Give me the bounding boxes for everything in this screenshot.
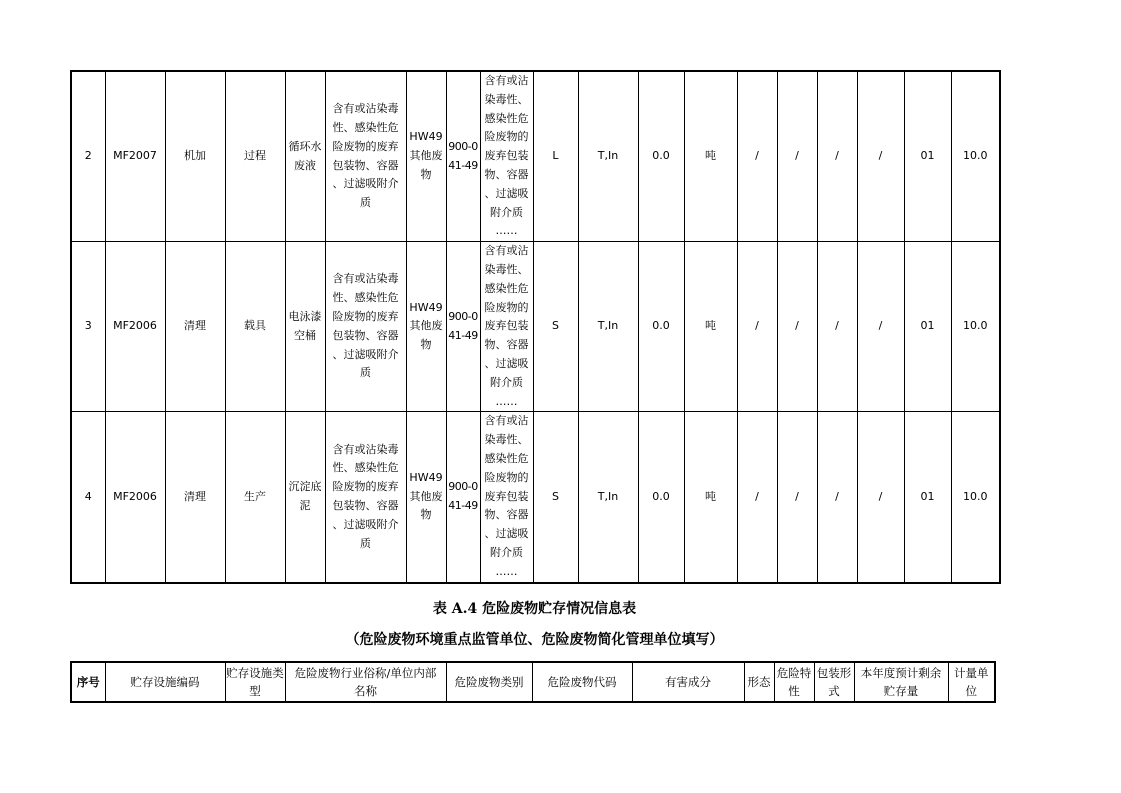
cell-dept: 机加	[165, 71, 225, 242]
header-form: 形态	[744, 662, 774, 702]
cell-unit: 吨	[684, 242, 737, 412]
cell-dept: 清理	[165, 412, 225, 583]
cell-amount: 0.0	[638, 71, 684, 242]
cell-method: 01	[904, 242, 951, 412]
cell-slash-2: /	[777, 412, 817, 583]
cell-slash-4: /	[857, 242, 904, 412]
cell-amount: 0.0	[638, 412, 684, 583]
header-harmful-components: 有害成分	[632, 662, 744, 702]
cell-waste-code: 900-0 41-49	[446, 412, 480, 583]
cell-slash-3: /	[817, 412, 857, 583]
cell-harmful: 含有或沾 染毒性、 感染性危 险废物的 废弃包装 物、容器 、过滤吸 附介质 ……	[480, 412, 533, 583]
cell-form: S	[533, 242, 578, 412]
table-row	[71, 412, 1000, 583]
cell-form: L	[533, 71, 578, 242]
cell-value: 10.0	[951, 71, 1000, 242]
cell-waste-code: 900-0 41-49	[446, 71, 480, 242]
cell-description: 含有或沾染毒 性、感染性危 险废物的废弃 包装物、容器 、过滤吸附介 质	[325, 412, 406, 583]
cell-dept: 清理	[165, 242, 225, 412]
cell-harmful: 含有或沾 染毒性、 感染性危 险废物的 废弃包装 物、容器 、过滤吸 附介质 ……	[480, 242, 533, 412]
cell-slash-1: /	[737, 412, 777, 583]
cell-category: HW49 其他废 物	[406, 242, 446, 412]
cell-slash-4: /	[857, 412, 904, 583]
cell-slash-1: /	[737, 242, 777, 412]
table-a4-title: 表 A.4 危险废物贮存情况信息表	[432, 601, 637, 617]
cell-method: 01	[904, 412, 951, 583]
table-a4-header-row	[71, 662, 995, 702]
cell-unit: 吨	[684, 412, 737, 583]
cell-stage: 生产	[225, 412, 285, 583]
cell-waste-name: 电泳漆 空桶	[285, 242, 325, 412]
cell-code: MF2006	[105, 412, 165, 583]
table-row	[71, 242, 1000, 412]
header-waste-category: 危险废物类别	[446, 662, 532, 702]
cell-method: 01	[904, 71, 951, 242]
header-facility-code: 贮存设施编码	[105, 662, 225, 702]
header-waste-name: 危险废物行业俗称/单位内部 名称	[285, 662, 446, 702]
cell-slash-3: /	[817, 242, 857, 412]
cell-stage: 载具	[225, 242, 285, 412]
cell-value: 10.0	[951, 242, 1000, 412]
cell-seq: 4	[71, 412, 105, 583]
header-facility-type: 贮存设施类 型	[225, 662, 285, 702]
header-waste-code: 危险废物代码	[532, 662, 632, 702]
cell-description: 含有或沾染毒 性、感染性危 险废物的废弃 包装物、容器 、过滤吸附介 质	[325, 71, 406, 242]
cell-seq: 2	[71, 71, 105, 242]
cell-code: MF2007	[105, 71, 165, 242]
cell-stage: 过程	[225, 71, 285, 242]
header-hazard: 危险特 性	[774, 662, 814, 702]
table-a4-subtitle: （危险废物环境重点监管单位、危险废物简化管理单位填写）	[345, 632, 724, 648]
header-seq: 序号	[71, 662, 105, 702]
cell-hazard: T,In	[578, 71, 638, 242]
cell-waste-code: 900-0 41-49	[446, 242, 480, 412]
cell-category: HW49 其他废 物	[406, 412, 446, 583]
cell-slash-2: /	[777, 242, 817, 412]
waste-storage-table	[70, 661, 996, 703]
waste-generation-table	[70, 70, 1001, 584]
table-row	[71, 71, 1000, 242]
cell-slash-1: /	[737, 71, 777, 242]
cell-slash-4: /	[857, 71, 904, 242]
cell-hazard: T,In	[578, 242, 638, 412]
cell-slash-3: /	[817, 71, 857, 242]
cell-value: 10.0	[951, 412, 1000, 583]
cell-unit: 吨	[684, 71, 737, 242]
cell-form: S	[533, 412, 578, 583]
cell-seq: 3	[71, 242, 105, 412]
cell-category: HW49 其他废 物	[406, 71, 446, 242]
cell-waste-name: 沉淀底 泥	[285, 412, 325, 583]
cell-amount: 0.0	[638, 242, 684, 412]
cell-description: 含有或沾染毒 性、感染性危 险废物的废弃 包装物、容器 、过滤吸附介 质	[325, 242, 406, 412]
cell-waste-name: 循环水 废液	[285, 71, 325, 242]
header-unit: 计量单 位	[948, 662, 995, 702]
cell-slash-2: /	[777, 71, 817, 242]
cell-harmful: 含有或沾 染毒性、 感染性危 险废物的 废弃包装 物、容器 、过滤吸 附介质 ……	[480, 71, 533, 242]
header-remaining-storage: 本年度预计剩余 贮存量	[854, 662, 948, 702]
header-packaging: 包装形 式	[814, 662, 854, 702]
cell-code: MF2006	[105, 242, 165, 412]
cell-hazard: T,In	[578, 412, 638, 583]
